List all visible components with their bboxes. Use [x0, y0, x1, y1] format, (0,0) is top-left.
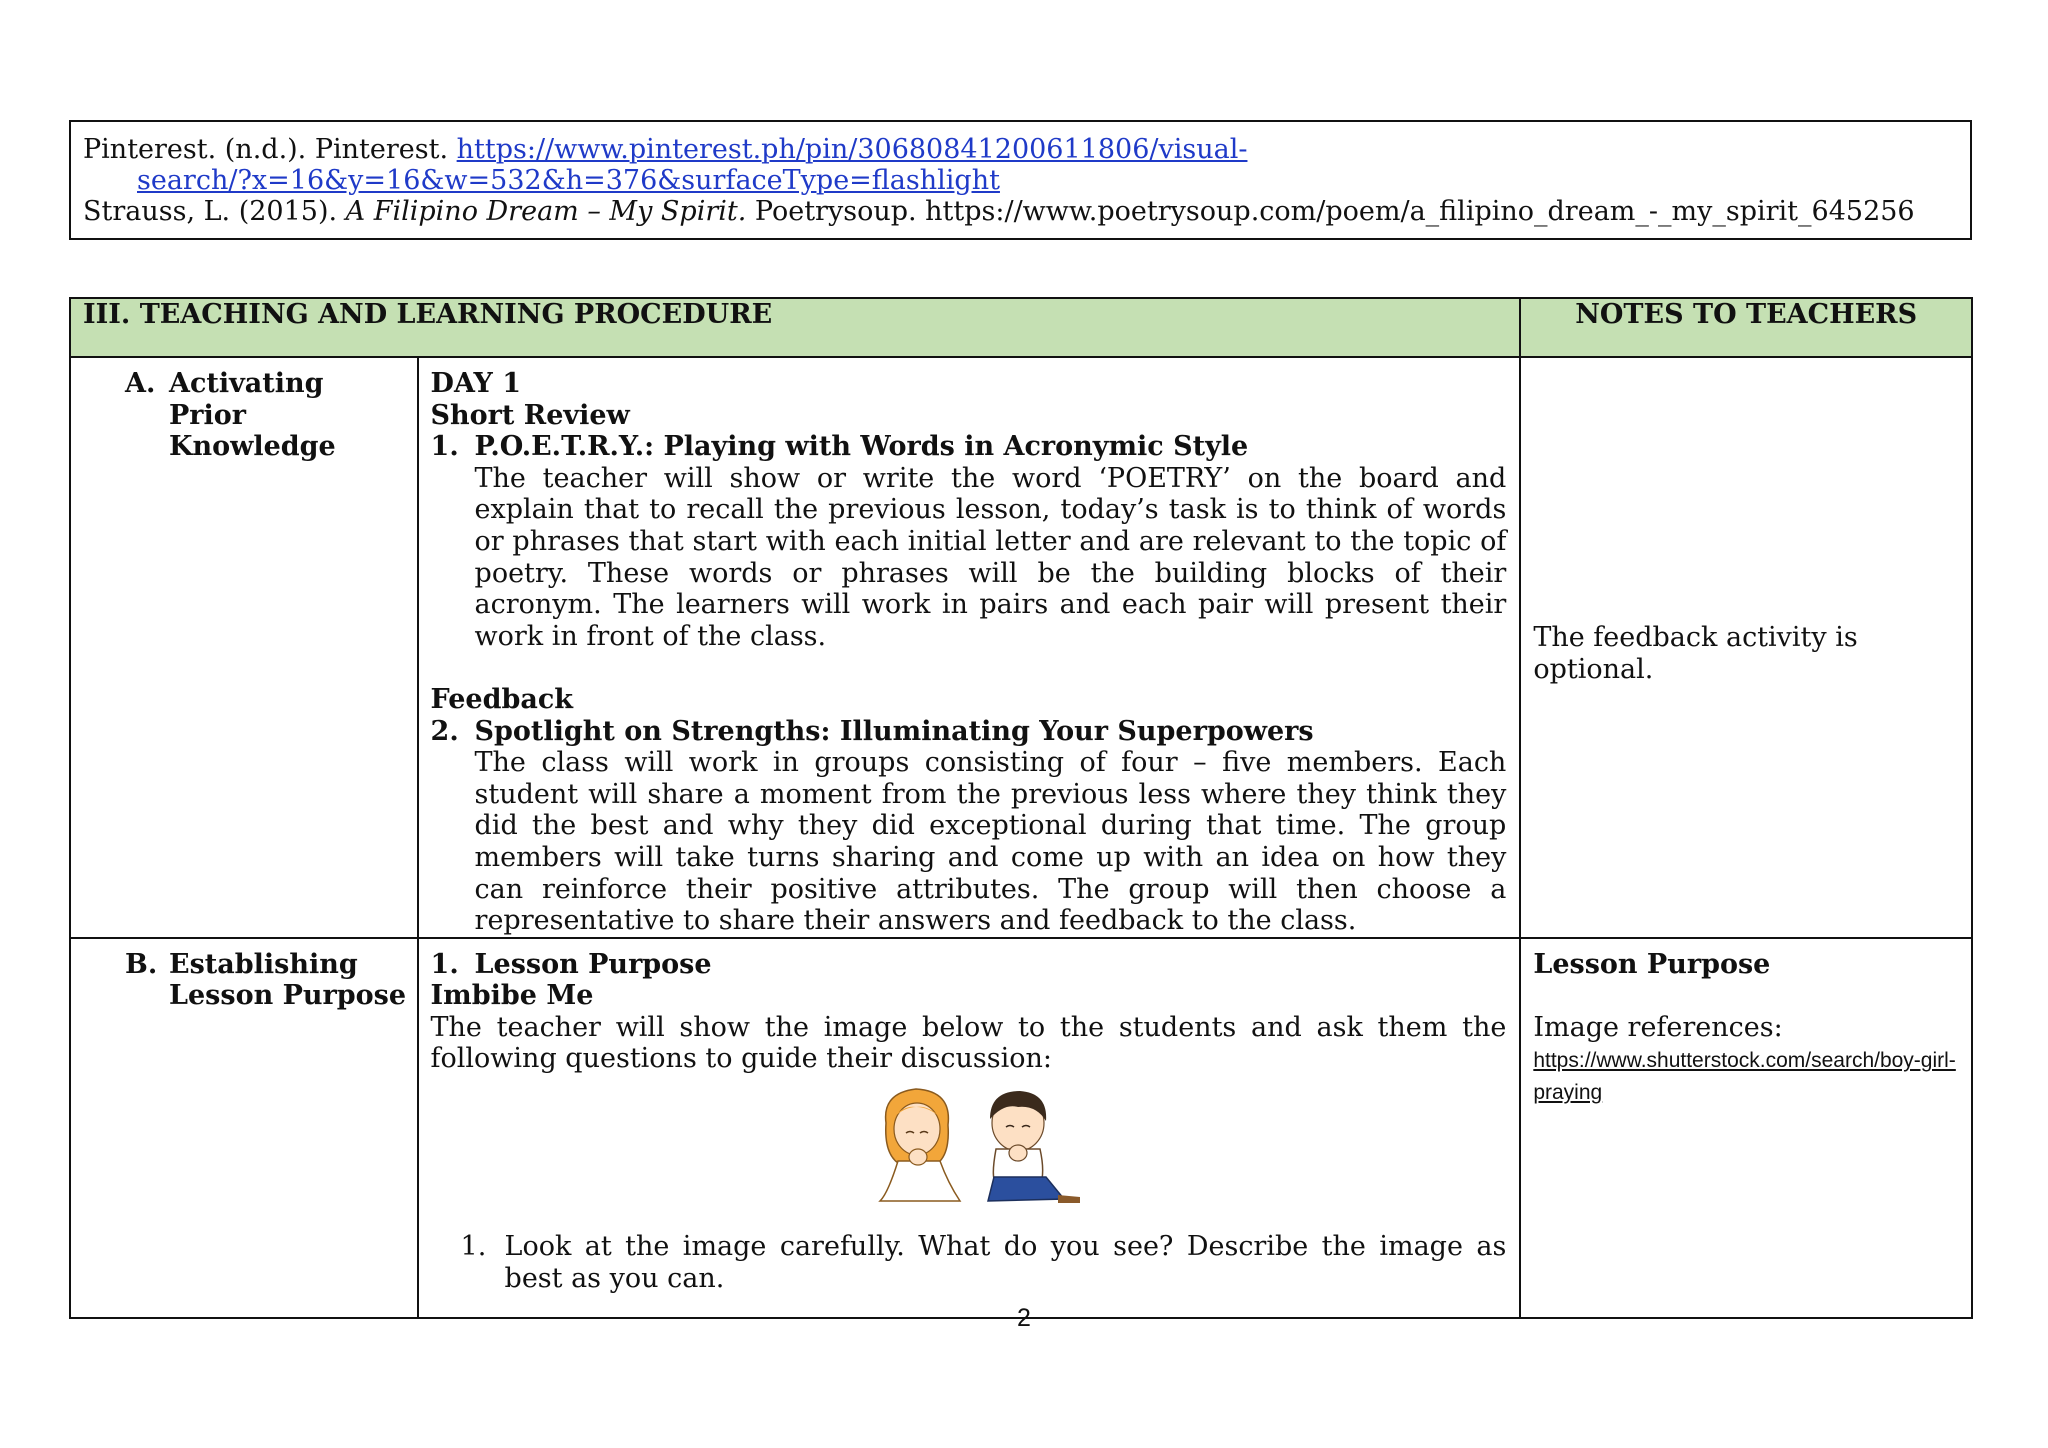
activity-title: 2. Spotlight on Strengths: Illuminating Your Superpowers — [430, 715, 1314, 747]
section-label: B. Establishing Lesson Purpose — [125, 948, 407, 1012]
procedure-cell — [418, 357, 1521, 938]
notes-lesson-purpose-heading: Lesson Purpose — [1533, 948, 1771, 980]
procedure-cell — [418, 938, 1521, 1318]
activity-title: 1. P.O.E.T.R.Y.: Playing with Words in Acronymic Style — [430, 431, 1249, 463]
section-label: A. Activating Prior Knowledge — [125, 368, 336, 463]
activity-description: The teacher will show or write the word ‘POETRY’ on the board and explain that to recall the previous lesson, today’s task is to think of words or phrases that start with each initial letter and are relevant to the topic of poetry. These words or phrases will be the building blocks of their acronym. The learners will work in pairs and each pair will present their work in front of the class. — [474, 462, 1507, 652]
shutterstock-link[interactable]: https://www.shutterstock.com/search/boy-girl-praying — [1533, 1049, 1956, 1105]
procedure-table — [69, 297, 1973, 1319]
reference-text: Pinterest. (n.d.). Pinterest. — [83, 134, 457, 165]
table-header-row — [70, 298, 1972, 357]
feedback-heading: Feedback — [430, 683, 573, 715]
notes-header: NOTES TO TEACHERS — [1520, 298, 1972, 357]
activity-description: The class will work in groups consisting of four – five members. Each student will share a moment from the previous less where they think they did the best and why they did exceptional during that time. The group members will take turns sharing and come up with an idea on how they can reinforce their positive attributes. The group will then choose a representative to share their answers and feedback to the class. — [474, 747, 1507, 937]
notes-cell — [1520, 357, 1972, 938]
praying-children-illustration — [868, 1083, 1108, 1207]
reference-strauss: Strauss, L. (2015). A Filipino Dream – My Spirit. Poetrysoup. https://www.poetrysoup.com/poem/a_filipino_dream_-_my_spirit_645256 — [83, 196, 1915, 227]
notes-cell — [1520, 938, 1972, 1318]
poem-title: A Filipino Dream – My Spirit. — [345, 196, 747, 227]
procedure-header: III. TEACHING AND LEARNING PROCEDURE — [70, 298, 1520, 357]
image-references-label: Image references: — [1533, 1011, 1783, 1043]
boy-figure — [988, 1091, 1080, 1203]
day-heading: DAY 1 — [430, 368, 522, 399]
lesson-intro: The teacher will show the image below to the students and ask them the following questions to guide their discussion: — [430, 1011, 1507, 1075]
table-row — [70, 938, 1972, 1318]
pinterest-link[interactable]: https://www.pinterest.ph/pin/30680841200611806/visual- search/?x=16&y=16&w=532&h=376&surfaceType=flashlight — [137, 134, 1248, 196]
section-label-cell — [70, 357, 418, 938]
short-review-heading: Short Review — [430, 399, 630, 431]
imbibe-me-heading: Imbibe Me — [430, 980, 594, 1012]
discussion-question: 1. Look at the image carefully. What do you see? Describe the image as best as you can. — [460, 1231, 1507, 1294]
section-label-cell — [70, 938, 418, 1318]
praying-children-image — [431, 1083, 1507, 1207]
lesson-purpose-title: 1. Lesson Purpose — [430, 948, 712, 980]
girl-figure — [880, 1089, 960, 1201]
feedback-note: The feedback activity is optional. — [1533, 622, 1858, 685]
reference-pinterest — [83, 134, 1956, 196]
references-box — [69, 120, 1972, 240]
table-row — [70, 357, 1972, 938]
page-number: 2 — [1017, 1304, 1031, 1332]
